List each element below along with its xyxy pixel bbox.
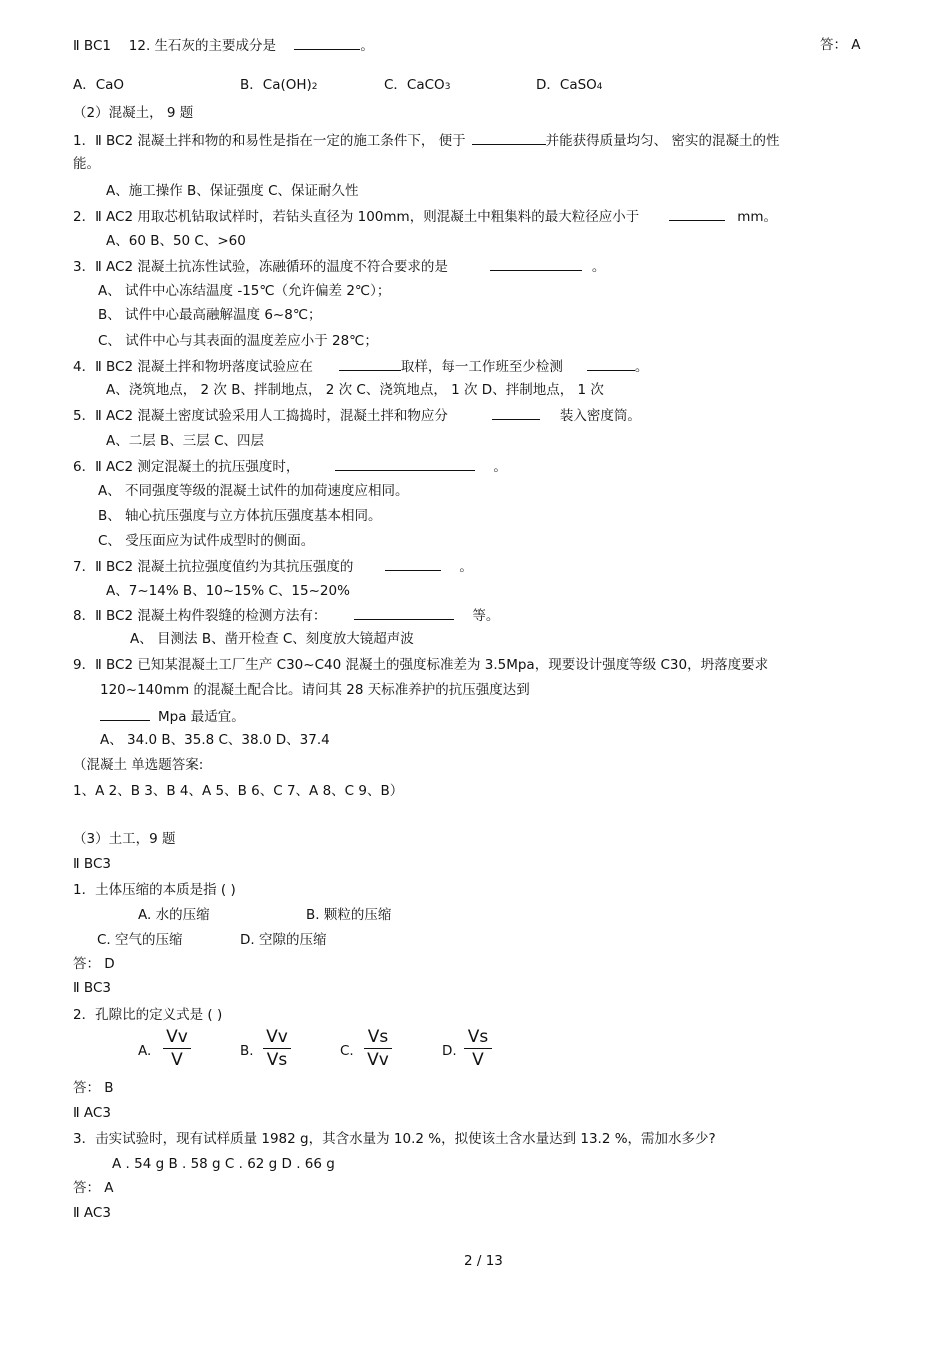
question-12 <box>73 36 374 55</box>
soil-question-3: 3．击实试验时，现有试样质量 1982 g，其含水量为 10.2 %，拟使该土含水量达到 13.2 %，需加水多少? <box>73 1131 716 1147</box>
soil-question-1-option-d: D. 空隙的压缩 <box>240 932 327 948</box>
fraction-b-numerator: Vv <box>263 1026 291 1049</box>
question-text: 7．Ⅱ BC2 混凝土抗拉强度值约为其抗压强度的 <box>73 559 354 575</box>
fraction-c-label: C. <box>340 1043 354 1059</box>
soil-question-3-options: A . 54 g B . 58 g C . 62 g D . 66 g <box>112 1156 335 1172</box>
section-heading-concrete: （2）混凝土， 9 题 <box>73 105 194 121</box>
option-b <box>240 76 318 96</box>
concrete-question-5-options: A、二层 B、三层 C、四层 <box>106 433 265 449</box>
concrete-question-9-options: A、 34.0 B、35.8 C、38.0 D、37.4 <box>100 732 330 748</box>
option-c-text: C．CaCO <box>384 77 445 93</box>
option-b-subscript: 2 <box>311 82 318 92</box>
question-12-text: Ⅱ BC1 12. 生石灰的主要成分是 <box>73 38 277 54</box>
question-text-cont: Mpa 最适宜。 <box>158 709 245 725</box>
question-text-cont: 并能获得质量均匀、 密实的混凝土的性 <box>545 133 780 149</box>
fraction-c-denominator: Vv <box>367 1050 389 1070</box>
concrete-question-9-line-2: 120~140mm 的混凝土配合比。请问其 28 天标准养护的抗压强度达到 <box>100 682 530 698</box>
page-number: 2 / 13 <box>464 1253 503 1269</box>
answer-blank <box>587 357 635 371</box>
question-suffix: 。 <box>634 359 649 375</box>
concrete-question-1-options: A、施工操作 B、保证强度 C、保证耐久性 <box>106 183 359 199</box>
answer-blank <box>490 257 582 271</box>
fraction-d-label: D. <box>442 1043 457 1059</box>
answer-blank <box>294 36 360 50</box>
soil-question-1-option-c: C. 空气的压缩 <box>97 932 183 948</box>
concrete-question-1 <box>73 131 779 150</box>
concrete-question-6-option-b: B、 轴心抗压强度与立方体抗压强度基本相同。 <box>98 508 382 524</box>
soil-code-1: Ⅱ BC3 <box>73 856 111 872</box>
fraction-a-label: A. <box>138 1043 152 1059</box>
question-12-suffix: 。 <box>360 38 374 54</box>
question-text: 8．Ⅱ BC2 混凝土构件裂缝的检测方法有： <box>73 608 327 624</box>
answer-blank <box>385 557 441 571</box>
soil-code-3: Ⅱ AC3 <box>73 1105 111 1121</box>
option-d-subscript: 4 <box>596 82 603 92</box>
concrete-question-6-option-a: A、 不同强度等级的混凝土试件的加荷速度应相同。 <box>98 483 409 499</box>
fraction-d <box>464 1026 492 1071</box>
concrete-question-8 <box>73 606 499 625</box>
section-heading-soil: （3）土工，9 题 <box>73 831 176 847</box>
concrete-question-3-option-b: B、 试件中心最高融解温度 6~8℃； <box>98 307 322 323</box>
question-suffix: 。 <box>459 559 473 575</box>
fraction-a-numerator: Vv <box>163 1026 191 1049</box>
concrete-question-4-options: A、浇筑地点， 2 次 B、拌制地点， 2 次 C、浇筑地点， 1 次 D、拌制地点， 1 次 <box>106 382 604 398</box>
concrete-question-2-options: A、60 B、50 C、>60 <box>106 233 246 249</box>
fraction-c <box>364 1026 392 1071</box>
concrete-question-7 <box>73 557 473 576</box>
answer-blank <box>472 131 546 145</box>
question-text: 1．Ⅱ BC2 混凝土拌和物的和易性是指在一定的施工条件下， 便于 <box>73 133 466 149</box>
option-c-subscript: 3 <box>444 82 451 92</box>
soil-code-2: Ⅱ BC3 <box>73 980 111 996</box>
soil-question-2: 2．孔隙比的定义式是 ( ) <box>73 1007 223 1023</box>
question-text: 5．Ⅱ AC2 混凝土密度试验采用人工捣捣时，混凝土拌和物应分 <box>73 408 448 424</box>
concrete-question-9-line-3 <box>100 707 245 726</box>
fraction-b <box>263 1026 291 1071</box>
fraction-d-denominator: V <box>472 1050 484 1070</box>
soil-code-4: Ⅱ AC3 <box>73 1205 111 1221</box>
soil-question-1: 1．土体压缩的本质是指 ( ) <box>73 882 236 898</box>
concrete-question-3 <box>73 257 605 276</box>
soil-question-1-option-a: A. 水的压缩 <box>138 907 210 923</box>
option-d-text: D．CaSO <box>536 77 597 93</box>
question-suffix: 。 <box>591 259 606 275</box>
concrete-question-3-option-c: C、 试件中心与其表面的温度差应小于 28℃； <box>98 333 378 349</box>
question-suffix: 。 <box>493 459 507 475</box>
concrete-question-1-cont: 能。 <box>73 156 100 172</box>
concrete-answer-key: 1、A 2、B 3、B 4、A 5、B 6、C 7、A 8、C 9、B） <box>73 783 404 799</box>
fraction-a-denominator: V <box>171 1050 183 1070</box>
question-text: 2．Ⅱ AC2 用取芯机钻取试样时，若钻头直径为 100mm，则混凝土中粗集料的最大粒径应小于 <box>73 209 640 225</box>
answer-blank <box>492 406 540 420</box>
concrete-question-8-options: A、 目测法 B、凿开检查 C、刻度放大镜超声波 <box>130 631 414 647</box>
question-text: 3．Ⅱ AC2 混凝土抗冻性试验，冻融循环的温度不符合要求的是 <box>73 259 448 275</box>
question-text: 6．Ⅱ AC2 测定混凝土的抗压强度时， <box>73 459 300 475</box>
question-suffix: 等。 <box>472 608 500 624</box>
answer-blank <box>669 207 725 221</box>
answer-blank <box>339 357 401 371</box>
concrete-question-3-option-a: A、 试件中心冻结温度 -15℃（允许偏差 2℃）； <box>98 283 391 299</box>
fraction-b-denominator: Vs <box>266 1050 288 1070</box>
soil-question-2-answer: 答： B <box>73 1080 114 1096</box>
concrete-question-2 <box>73 207 777 226</box>
answer-blank <box>100 707 150 721</box>
answer-blank <box>354 606 454 620</box>
fraction-b-label: B. <box>240 1043 254 1059</box>
question-text-cont: 装入密度筒。 <box>559 408 641 424</box>
answer-blank <box>335 457 475 471</box>
option-a: A．CaO <box>73 77 125 93</box>
soil-question-3-answer: 答： A <box>73 1180 114 1196</box>
concrete-question-4 <box>73 357 648 376</box>
question-unit: mm。 <box>737 209 778 225</box>
concrete-question-7-options: A、7~14% B、10~15% C、15~20% <box>106 583 350 599</box>
soil-question-1-answer: 答： D <box>73 956 115 972</box>
fraction-d-numerator: Vs <box>464 1026 492 1049</box>
concrete-question-6-option-c: C、 受压面应为试件成型时的侧面。 <box>98 533 315 549</box>
fraction-a <box>163 1026 191 1071</box>
question-text: 4．Ⅱ BC2 混凝土拌和物坍落度试验应在 <box>73 359 313 375</box>
question-text-mid: 取样，每一工作班至少检测 <box>400 359 563 375</box>
fraction-c-numerator: Vs <box>364 1026 392 1049</box>
concrete-answer-title: （混凝土 单选题答案: <box>73 757 204 773</box>
concrete-question-5 <box>73 406 641 425</box>
option-b-text: B．Ca(OH) <box>240 77 312 93</box>
soil-question-1-option-b: B. 颗粒的压缩 <box>306 907 392 923</box>
option-c <box>384 76 450 96</box>
option-d <box>536 76 603 96</box>
question-12-answer: 答： A <box>820 37 861 53</box>
concrete-question-9-line-1: 9．Ⅱ BC2 已知某混凝土工厂生产 C30~C40 混凝土的强度标准差为 3.5Mpa，现要设计强度等级 C30，坍落度要求 <box>73 657 769 673</box>
concrete-question-6 <box>73 457 507 476</box>
